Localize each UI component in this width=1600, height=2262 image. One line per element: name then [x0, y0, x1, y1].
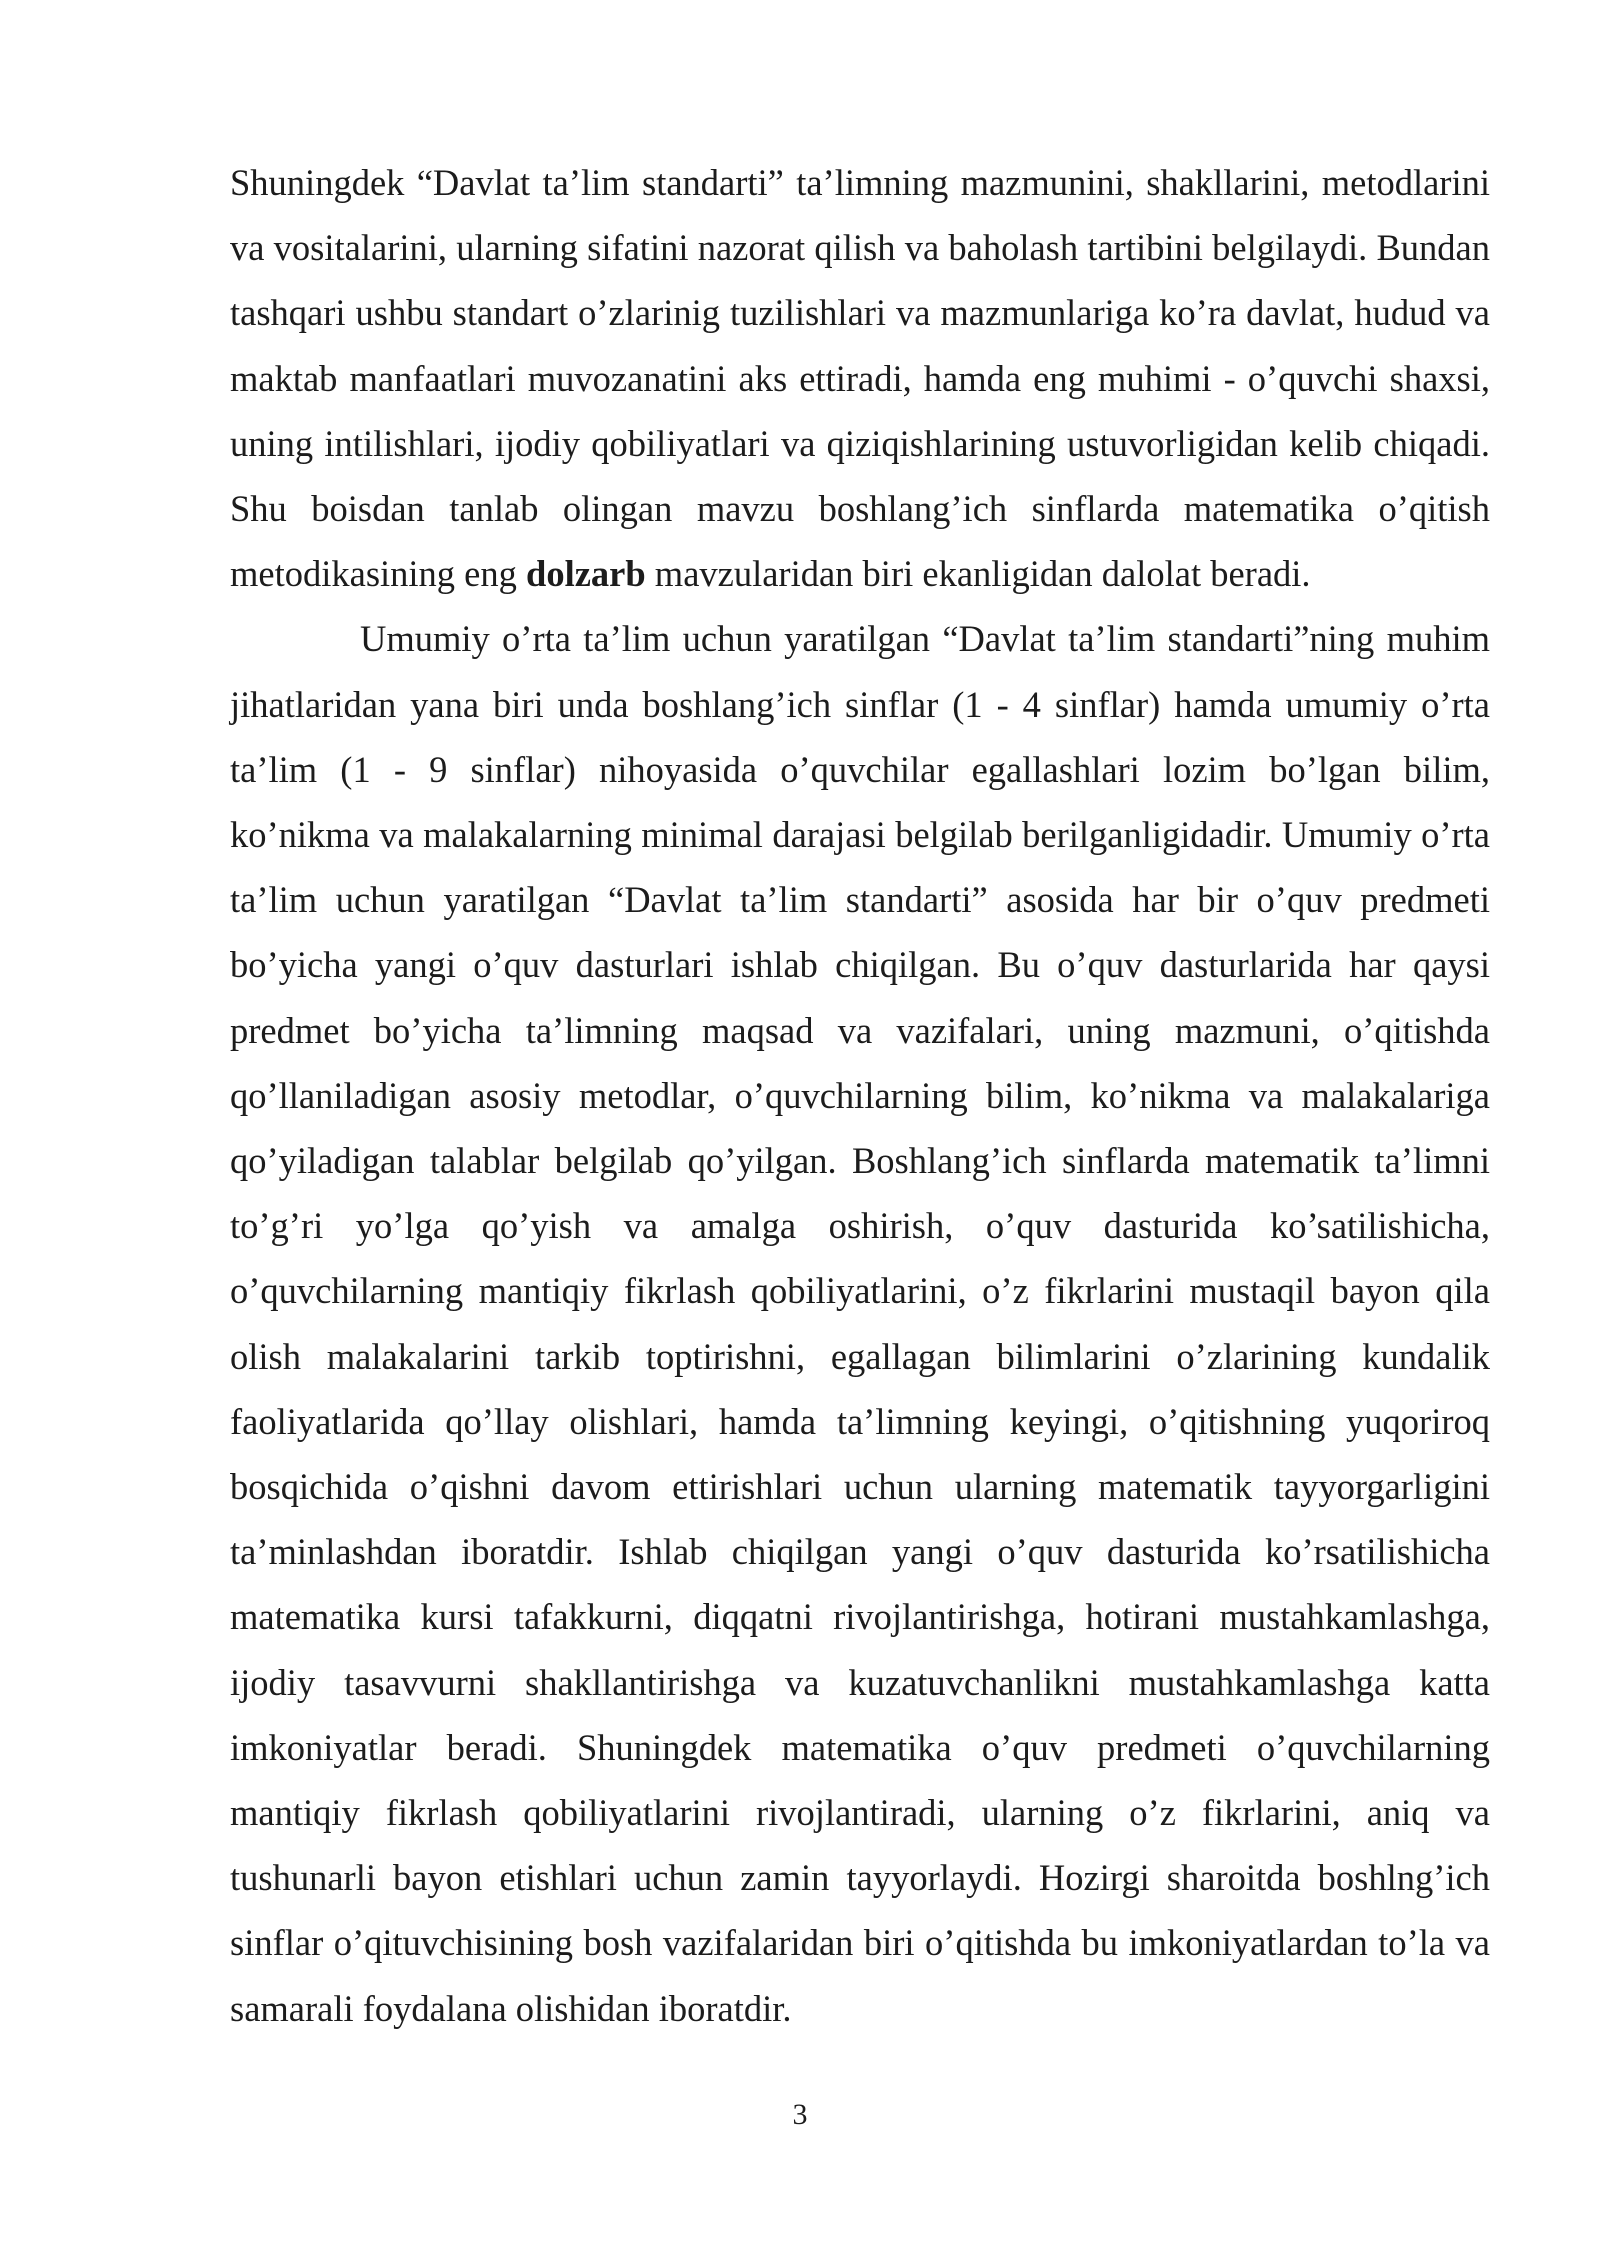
- bold-term: dolzarb: [526, 553, 646, 595]
- paragraph-1: [230, 150, 1490, 606]
- paragraph-1-text-end: mavzularidan biri ekanligidan dalolat beradi.: [645, 553, 1311, 595]
- paragraph-1-text-start: Shuningdek “Davlat ta’lim standarti” ta’limning mazmunini, shakllarini, metodlarini va vositalarini, ularning sifatini nazorat qilish va baholash tartibini belgilaydi. Bundan tashqari ushbu standart o’zlarinig tuzilishlari va mazmunlariga ko’ra davlat, hudud va maktab manfaatlari muvozanatini aks ettiradi, hamda eng muhimi - o’quvchi shaxsi, uning intilishlari, ijodiy qobiliyatlari va qiziqishlarining ustuvorligidan kelib chiqadi. Shu boisdan tanlab olingan mavzu boshlang’ich sinflarda matematika o’qitish metodikasining eng: [230, 162, 1490, 595]
- document-page: [230, 150, 1490, 2041]
- paragraph-2: Umumiy o’rta ta’lim uchun yaratilgan “Davlat ta’lim standarti”ning muhim jihatlaridan yana biri unda boshlang’ich sinflar (1 - 4 sinflar) hamda umumiy o’rta ta’lim (1 - 9 sinflar) nihoyasida o’quvchilar egallashlari lozim bo’lgan bilim, ko’nikma va malakalarning minimal darajasi belgilab berilganligidadir. Umumiy o’rta ta’lim uchun yaratilgan “Davlat ta’lim standarti” asosida har bir o’quv predmeti bo’yicha yangi o’quv dasturlari ishlab chiqilgan. Bu o’quv dasturlarida har qaysi predmet bo’yicha ta’limning maqsad va vazifalari, uning mazmuni, o’qitishda qo’llaniladigan asosiy metodlar, o’quvchilarning bilim, ko’nikma va malakalariga qo’yiladigan talablar belgilab qo’yilgan. Boshlang’ich sinflarda matematik ta’limni to’g’ri yo’lga qo’yish va amalga oshirish, o’quv dasturida ko’satilishicha, o’quvchilarning mantiqiy fikrlash qobiliyatlarini, o’z fikrlarini mustaqil bayon qila olish malakalarini tarkib toptirishni, egallagan bilimlarini o’zlarining kundalik faoliyatlarida qo’llay olishlari, hamda ta’limning keyingi, o’qitishning yuqoriroq bosqichida o’qishni davom ettirishlari uchun ularning matematik tayyorgarligini ta’minlashdan iboratdir. Ishlab chiqilgan yangi o’quv dasturida ko’rsatilishicha matematika kursi tafakkurni, diqqatni rivojlantirishga, hotirani mustahkamlashga, ijodiy tasavvurni shakllantirishga va kuzatuvchanlikni mustahkamlashga katta imkoniyatlar beradi. Shuningdek matematika o’quv predmeti o’quvchilarning mantiqiy fikrlash qobiliyatlarini rivojlantiradi, ularning o’z fikrlarini, aniq va tushunarli bayon etishlari uchun zamin tayyorlaydi. Hozirgi sharoitda boshlng’ich sinflar o’qituvchisining bosh vazifalaridan biri o’qitishda bu imkoniyatlardan to’la va samarali foydalana olishidan iboratdir.: [230, 618, 1490, 2029]
- page-number: 3: [792, 2098, 808, 2131]
